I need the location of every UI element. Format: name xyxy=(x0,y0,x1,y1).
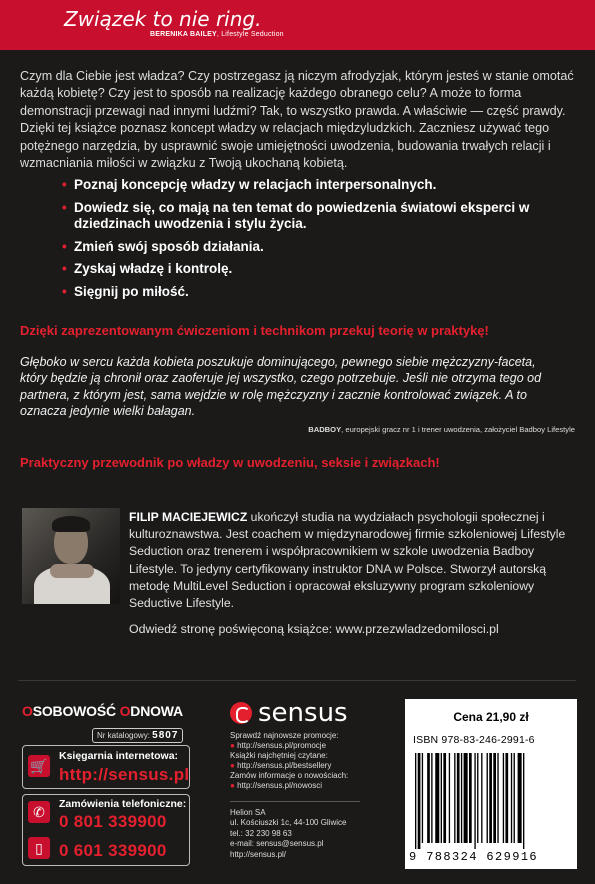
bullet-icon: • xyxy=(62,177,67,192)
barcode-bar xyxy=(461,753,462,843)
barcode-bar xyxy=(518,753,522,843)
barcode-bar xyxy=(457,753,460,843)
bullet-icon: • xyxy=(62,238,67,254)
phone-orders-box: ✆ ▯ Zamówienia telefoniczne: 0 801 339900 0 601 339900 xyxy=(22,794,190,866)
link-promocje[interactable]: http://sensus.pl/promocje xyxy=(237,741,327,750)
publisher-links: Sprawdź najnowsze promocje: ● http://sensus.pl/promocje Książki najchętniej czytane: ● http://sensus.pl/bestsellery Zamów informacje o nowościach: ● http://sensus.pl/nowosci xyxy=(230,731,349,790)
author-name: FILIP MACIEJEWICZ xyxy=(129,510,248,524)
list-item: • Zmień swój sposób działania. xyxy=(62,238,264,254)
price-label: Cena 21,90 zł xyxy=(453,710,529,724)
barcode-bar xyxy=(415,753,416,849)
quote-text: Głęboko w sercu każda kobieta poszukuje dominującego, pewnego siebie mężczyzny-faceta, który będzie ją chronił oraz zaoferuje jej wszystko, czego potrzebuje. Jeśli nie otrzyma tego od partnera, z którym jest, sama wejdzie w rolę mężczyzny i zacznie kontrolować związek. A to oznacza jedynie wielki bałagan. xyxy=(20,355,542,419)
link-bullet-icon: ● xyxy=(230,781,235,790)
barcode-bar xyxy=(464,753,468,843)
book-website[interactable]: Odwiedź stronę poświęconą książce: www.przezwladzedomilosci.pl xyxy=(129,622,499,636)
bullet-icon: • xyxy=(62,261,67,276)
intro-paragraph: Czym dla Ciebie jest władza? Czy postrzegasz ją niczym afrodyzjak, którym jesteś w stanie omotać każdą kobietę? Czy jest to sposób na realizację każdego obranego celu? A może to forma demonstracji przewagi nad innymi ludźmi? Tak, to wszystko prawda. A właściwie — część prawdy. Dzięki tej książce poznasz koncept władzy w relacjach międzyludzkich. Zaczniesz używać tego potężnego narzędzia, by usprawnić swoje umiejętności uwodzenia, budowania trwałych relacji i wzmacniania miłości w związku z Twoją ukochaną kobietą. xyxy=(20,69,574,171)
barcode-bar xyxy=(431,753,432,843)
publisher-logo: sensus xyxy=(230,698,348,728)
barcode-bar xyxy=(511,753,512,843)
mobile-phone-icon: ▯ xyxy=(28,837,50,859)
barcode-bar xyxy=(449,753,450,843)
list-item: • Poznaj koncepcję władzy w relacjach interpersonalnych. xyxy=(62,177,437,192)
barcode-bar xyxy=(477,753,478,843)
list-item: • Dowiedz się, co mają na ten temat do powiedzenia światowi eksperci w dziedzinach uwodzenia i stylu życia. xyxy=(62,199,530,231)
barcode xyxy=(411,753,571,849)
barcode-digits: 9 788324 629916 xyxy=(409,850,539,864)
divider xyxy=(18,680,576,681)
link-nowosci[interactable]: http://sensus.pl/nowosci xyxy=(237,781,323,790)
bullet-icon: • xyxy=(62,199,67,215)
author-photo xyxy=(22,508,120,604)
quote-source: BADBOY, europejski gracz nr 1 i trener uwodzenia, założyciel Badboy Lifestyle xyxy=(308,425,575,434)
series-logo: OSOBOWOŚĆ ODNOWA xyxy=(22,703,183,719)
list-item: • Sięgnij po miłość. xyxy=(62,283,189,299)
barcode-bar xyxy=(422,753,423,843)
barcode-bar xyxy=(418,753,421,849)
link-bullet-icon: ● xyxy=(230,761,235,770)
barcode-bar xyxy=(523,753,524,849)
barcode-bar xyxy=(497,753,498,843)
barcode-bar xyxy=(503,753,504,843)
barcode-bar xyxy=(493,753,496,843)
barcode-bar xyxy=(469,753,472,843)
list-item: • Zyskaj władzę i kontrolę. xyxy=(62,261,233,276)
tagline-guide: Praktyczny przewodnik po władzy w uwodzeniu, seksie i związkach! xyxy=(20,455,440,470)
cart-icon: 🛒 xyxy=(28,755,50,777)
bullet-list xyxy=(62,177,562,306)
link-bullet-icon: ● xyxy=(230,741,235,750)
barcode-bar xyxy=(505,753,508,843)
header-title: Związek to nie ring. xyxy=(64,7,262,31)
phone-number-2[interactable]: 0 601 339900 xyxy=(59,841,167,860)
barcode-bar xyxy=(487,753,488,843)
barcode-bar xyxy=(454,753,455,843)
divider xyxy=(230,801,360,802)
isbn: ISBN 978-83-246-2991-6 xyxy=(413,734,535,746)
price-box xyxy=(405,699,577,869)
barcode-bar xyxy=(474,753,475,849)
phone-number-1[interactable]: 0 801 339900 xyxy=(59,812,167,831)
bullet-icon: • xyxy=(62,283,67,299)
bookstore-box[interactable]: 🛒 Księgarnia internetowa: http://sensus.pl xyxy=(22,745,190,789)
barcode-bar xyxy=(489,753,492,843)
bookstore-url[interactable]: http://sensus.pl xyxy=(59,765,190,784)
header-banner xyxy=(0,0,595,50)
barcode-bar xyxy=(443,753,446,843)
sensus-logo-icon xyxy=(230,702,252,724)
barcode-bar xyxy=(441,753,442,843)
barcode-bar xyxy=(427,753,430,843)
header-author: BERENIKA BAILEY, Lifestyle Seduction xyxy=(150,31,284,38)
barcode-bar xyxy=(435,753,439,843)
publisher-address: Helion SA ul. Kościuszki 1c, 44-100 Gliwice tel.: 32 230 98 63 e-mail: sensus@sensus.pl http://sensus.pl/ xyxy=(230,808,347,859)
author-bio: FILIP MACIEJEWICZ ukończył studia na wydziałach psychologii społecznej i kulturoznawstwa. Jest coachem w międzynarodowej firmie szkoleniowej Lifestyle Seduction oraz trenerem i współpracownikiem w szkole uwodzenia Badboy Lifestyle. To jedyny certyfikowany instruktor DNA w Polsce. Stworzył autorską metodę MultiLevel Seduction i opracował eksluzywny program szkoleniowy Seductive Lifestyle. xyxy=(129,510,566,611)
tagline-practice: Dzięki zaprezentowanym ćwiczeniom i technikom przekuj teorię w praktykę! xyxy=(20,323,489,338)
link-bestsellery[interactable]: http://sensus.pl/bestsellery xyxy=(237,761,332,770)
barcode-bar xyxy=(481,753,482,843)
catalog-number: Nr katalogowy: 5807 xyxy=(92,728,183,743)
barcode-bar xyxy=(514,753,515,843)
phone-icon: ✆ xyxy=(28,801,50,823)
